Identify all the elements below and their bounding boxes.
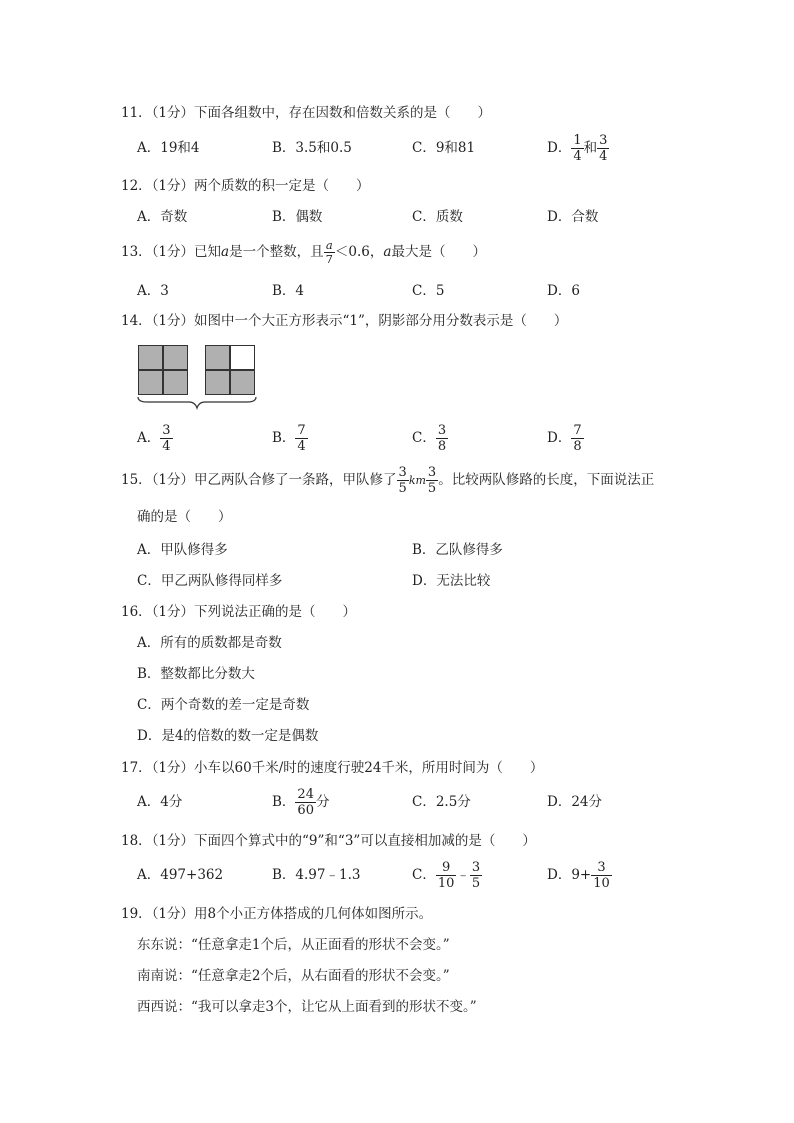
fraction: $\frac{7}{8}$ bbox=[573, 423, 582, 454]
question-stem: 两个质数的积一定是（ ） bbox=[194, 178, 370, 194]
question-11 bbox=[121, 104, 491, 122]
option-b: B．3.5和0.5 bbox=[272, 140, 352, 156]
question-number: 13． bbox=[121, 244, 152, 260]
question-stem: 下列说法正确的是（ ） bbox=[194, 604, 357, 620]
option-a: A．奇数 bbox=[137, 209, 188, 225]
question-17 bbox=[121, 759, 543, 777]
fraction: $\frac{3}{5}$ bbox=[398, 465, 407, 496]
fraction: $\frac{3}{5}$ bbox=[427, 465, 437, 496]
curly-brace bbox=[137, 396, 257, 410]
question-stem: 如图中一个大正方形表示“1”，阴影部分用分数表示是（ ） bbox=[194, 313, 568, 329]
option-a: A． $\frac{3}{4}$ bbox=[137, 423, 171, 454]
option-c: C．5 bbox=[412, 283, 445, 299]
question-score: （1分） bbox=[151, 833, 195, 849]
option-b: B．4.97﹣1.3 bbox=[272, 867, 361, 883]
question-stem: 下面四个算式中的“9”和“3”可以直接相加减的是（ ） bbox=[194, 833, 536, 849]
fraction: $\frac{1}{4}$ bbox=[573, 133, 582, 164]
question-number: 12． bbox=[121, 178, 152, 194]
square-figure-full bbox=[138, 345, 188, 395]
option-d: D． $\frac{7}{8}$ bbox=[547, 423, 582, 454]
fraction: $\frac{9}{10}$ bbox=[437, 860, 455, 891]
option-c: C． $\frac{3}{8}$ bbox=[412, 423, 447, 454]
square-figure-partial bbox=[205, 345, 255, 395]
option-b: B．偶数 bbox=[272, 209, 323, 225]
fraction: $\frac{3}{4}$ bbox=[599, 133, 608, 164]
fraction: $\frac{24}{60}$ bbox=[297, 787, 314, 818]
statement-nannan: 南南说：“任意拿走2个后，从右面看的形状不会变。” bbox=[137, 968, 450, 984]
option-d: D． $\frac{1}{4}$ 和 $\frac{3}{4}$ bbox=[547, 133, 608, 164]
option-d: D．合数 bbox=[547, 209, 599, 225]
question-stem: 小车以60千米/时的速度行驶24千米，所用时间为（ ） bbox=[194, 760, 544, 776]
question-score: （1分） bbox=[151, 105, 195, 121]
option-c: C．9和81 bbox=[412, 140, 476, 156]
question-number: 16． bbox=[121, 604, 152, 620]
option-d: D．是4的倍数的数一定是偶数 bbox=[137, 728, 319, 744]
fraction: $\frac{7}{4}$ bbox=[297, 423, 306, 454]
option-c: C．2.5分 bbox=[412, 794, 471, 810]
question-stem: 下面各组数中，存在因数和倍数关系的是（ ） bbox=[194, 105, 492, 121]
question-score: （1分） bbox=[151, 178, 195, 194]
option-c: C．质数 bbox=[412, 209, 463, 225]
fraction: $\frac{3}{10}$ bbox=[593, 860, 610, 891]
question-stem-continued: 确的是（ ） bbox=[137, 509, 232, 525]
question-score: （1分） bbox=[151, 313, 195, 329]
option-b: B．4 bbox=[272, 283, 305, 299]
question-number: 18． bbox=[121, 833, 152, 849]
fraction: $\frac{3}{4}$ bbox=[162, 423, 171, 454]
question-score: （1分） bbox=[151, 604, 195, 620]
question-stem: 用8个小正方体搭成的几何体如图所示。 bbox=[194, 906, 433, 922]
question-score: （1分） bbox=[151, 760, 195, 776]
question-score: （1分） bbox=[151, 472, 195, 488]
question-number: 15． bbox=[121, 472, 152, 488]
question-18 bbox=[121, 832, 536, 850]
option-d: D．无法比较 bbox=[412, 573, 491, 589]
question-14 bbox=[121, 312, 567, 330]
option-c: C． $\frac{9}{10}$ ﹣ $\frac{3}{5}$ bbox=[412, 860, 481, 891]
option-a: A．所有的质数都是奇数 bbox=[137, 635, 282, 651]
statement-dongdong: 东东说：“任意拿走1个后，从正面看的形状不会变。” bbox=[137, 937, 450, 953]
option-a: A．3 bbox=[137, 283, 169, 299]
option-a: A．497+362 bbox=[137, 867, 224, 883]
option-a: A．4分 bbox=[137, 794, 183, 810]
option-b: B．乙队修得多 bbox=[412, 542, 503, 558]
question-15: 15．（1分）甲乙两队合修了一条路，甲队修了 $\frac{3}{5}$ km $\frac{3}{5}$ 。比较两队修路的长度，下面说法正 bbox=[121, 465, 655, 496]
option-a: A．甲队修得多 bbox=[137, 542, 228, 558]
statement-xixi: 西西说：“我可以拿走3个，让它从上面看到的形状不变。” bbox=[137, 999, 477, 1015]
question-number: 14． bbox=[121, 313, 152, 329]
question-number: 11． bbox=[121, 105, 152, 121]
option-c: C．甲乙两队修得同样多 bbox=[137, 573, 283, 589]
option-b: B．整数都比分数大 bbox=[137, 666, 255, 682]
option-c: C．两个奇数的差一定是奇数 bbox=[137, 697, 310, 713]
fraction: $\frac{a}{7}$ bbox=[325, 237, 333, 266]
option-b: B． $\frac{24}{60}$ 分 bbox=[272, 787, 330, 818]
fraction: $\frac{3}{8}$ bbox=[437, 423, 447, 454]
question-number: 17． bbox=[121, 760, 152, 776]
option-d: D．6 bbox=[547, 283, 580, 299]
question-13: 13．（1分）已知a是一个整数，且 $\frac{a}{7}$ ＜0.6，a最大是（ ） bbox=[121, 237, 486, 266]
option-d: D．24分 bbox=[547, 794, 603, 810]
option-b: B． $\frac{7}{4}$ bbox=[272, 423, 306, 454]
option-a: A．19和4 bbox=[137, 140, 200, 156]
question-16 bbox=[121, 603, 356, 621]
question-12 bbox=[121, 177, 370, 195]
question-score: （1分） bbox=[151, 244, 195, 260]
question-number: 19． bbox=[121, 906, 152, 922]
fraction: $\frac{3}{5}$ bbox=[471, 860, 481, 891]
question-19 bbox=[121, 905, 432, 923]
question-score: （1分） bbox=[151, 906, 195, 922]
option-d: D．9+ $\frac{3}{10}$ bbox=[547, 860, 610, 891]
